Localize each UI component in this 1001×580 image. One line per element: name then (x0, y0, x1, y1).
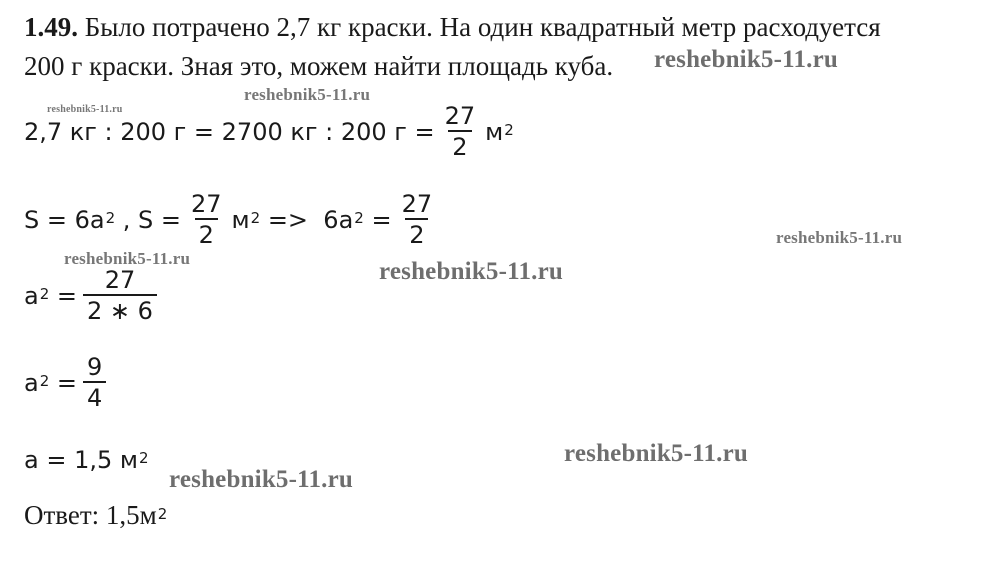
problem-number: 1.49. (24, 12, 78, 42)
step3-denominator: 2 ∗ 6 (83, 294, 157, 323)
watermark: reshebnik5-11.ru (654, 46, 839, 73)
step4-numerator: 9 (87, 353, 103, 381)
step4-denominator: 4 (83, 381, 106, 410)
answer-text: Ответ: 1,5м (24, 500, 157, 530)
equation-step-3 (24, 268, 163, 323)
answer-line (24, 500, 167, 531)
step2-unit-exp: 2 (250, 208, 261, 227)
step1-fraction (441, 104, 480, 159)
step4-exp: 2 (39, 371, 50, 390)
step4-eq: = (49, 368, 78, 397)
step2-fraction-1 (187, 192, 226, 247)
step2-unit: м (231, 205, 250, 234)
problem-line-2 (24, 53, 613, 80)
step4-lhs: a (24, 368, 39, 397)
step3-lhs: a (24, 281, 39, 310)
step2-exp1: 2 (105, 208, 116, 227)
equation-step-4 (24, 355, 112, 410)
step2-frac1-den: 2 (195, 218, 218, 247)
watermark: reshebnik5-11.ru (564, 440, 749, 467)
step4-fraction (83, 355, 106, 410)
step3-fraction (83, 268, 157, 323)
problem-line-1 (24, 14, 881, 41)
step3-eq: = (49, 281, 78, 310)
problem-text-2: 200 г краски. Зная это, можем найти площадь куба. (24, 51, 614, 81)
watermark: reshebnik5-11.ru (64, 249, 191, 268)
step1-lhs: 2,7 кг : 200 г = 2700 кг : 200 г = (24, 117, 435, 146)
watermark: reshebnik5-11.ru (169, 466, 354, 493)
step3-numerator: 27 (104, 266, 136, 294)
step2-exp2: 2 (354, 208, 364, 227)
watermark: reshebnik5-11.ru (776, 228, 903, 247)
step2-frac2-den: 2 (405, 218, 428, 247)
step2-part1: S = 6a (24, 205, 105, 234)
equation-step-2 (24, 192, 442, 247)
step1-denominator: 2 (448, 130, 471, 159)
step1-unit-exp: 2 (504, 120, 514, 139)
step2-frac1-num: 27 (190, 190, 222, 218)
step1-numerator: 27 (444, 102, 476, 130)
step2-part4: = (363, 205, 392, 234)
watermark: reshebnik5-11.ru (244, 85, 371, 104)
step2-frac2-num: 27 (401, 190, 433, 218)
step5-text: a = 1,5 м (24, 446, 138, 474)
step5-exp: 2 (138, 449, 149, 467)
step1-unit: м (485, 117, 504, 146)
step2-part2: , S = (115, 205, 181, 234)
step3-exp: 2 (39, 284, 50, 303)
step2-fraction-2 (398, 192, 437, 247)
watermark: reshebnik5-11.ru (379, 258, 564, 285)
watermark: reshebnik5-11.ru (47, 104, 123, 115)
step2-part3: => 6a (260, 205, 354, 234)
problem-text-1: Было потрачено 2,7 кг краски. На один квадратный метр расходуется (84, 12, 881, 42)
answer-exp: 2 (157, 504, 168, 523)
equation-step-5 (24, 446, 149, 474)
